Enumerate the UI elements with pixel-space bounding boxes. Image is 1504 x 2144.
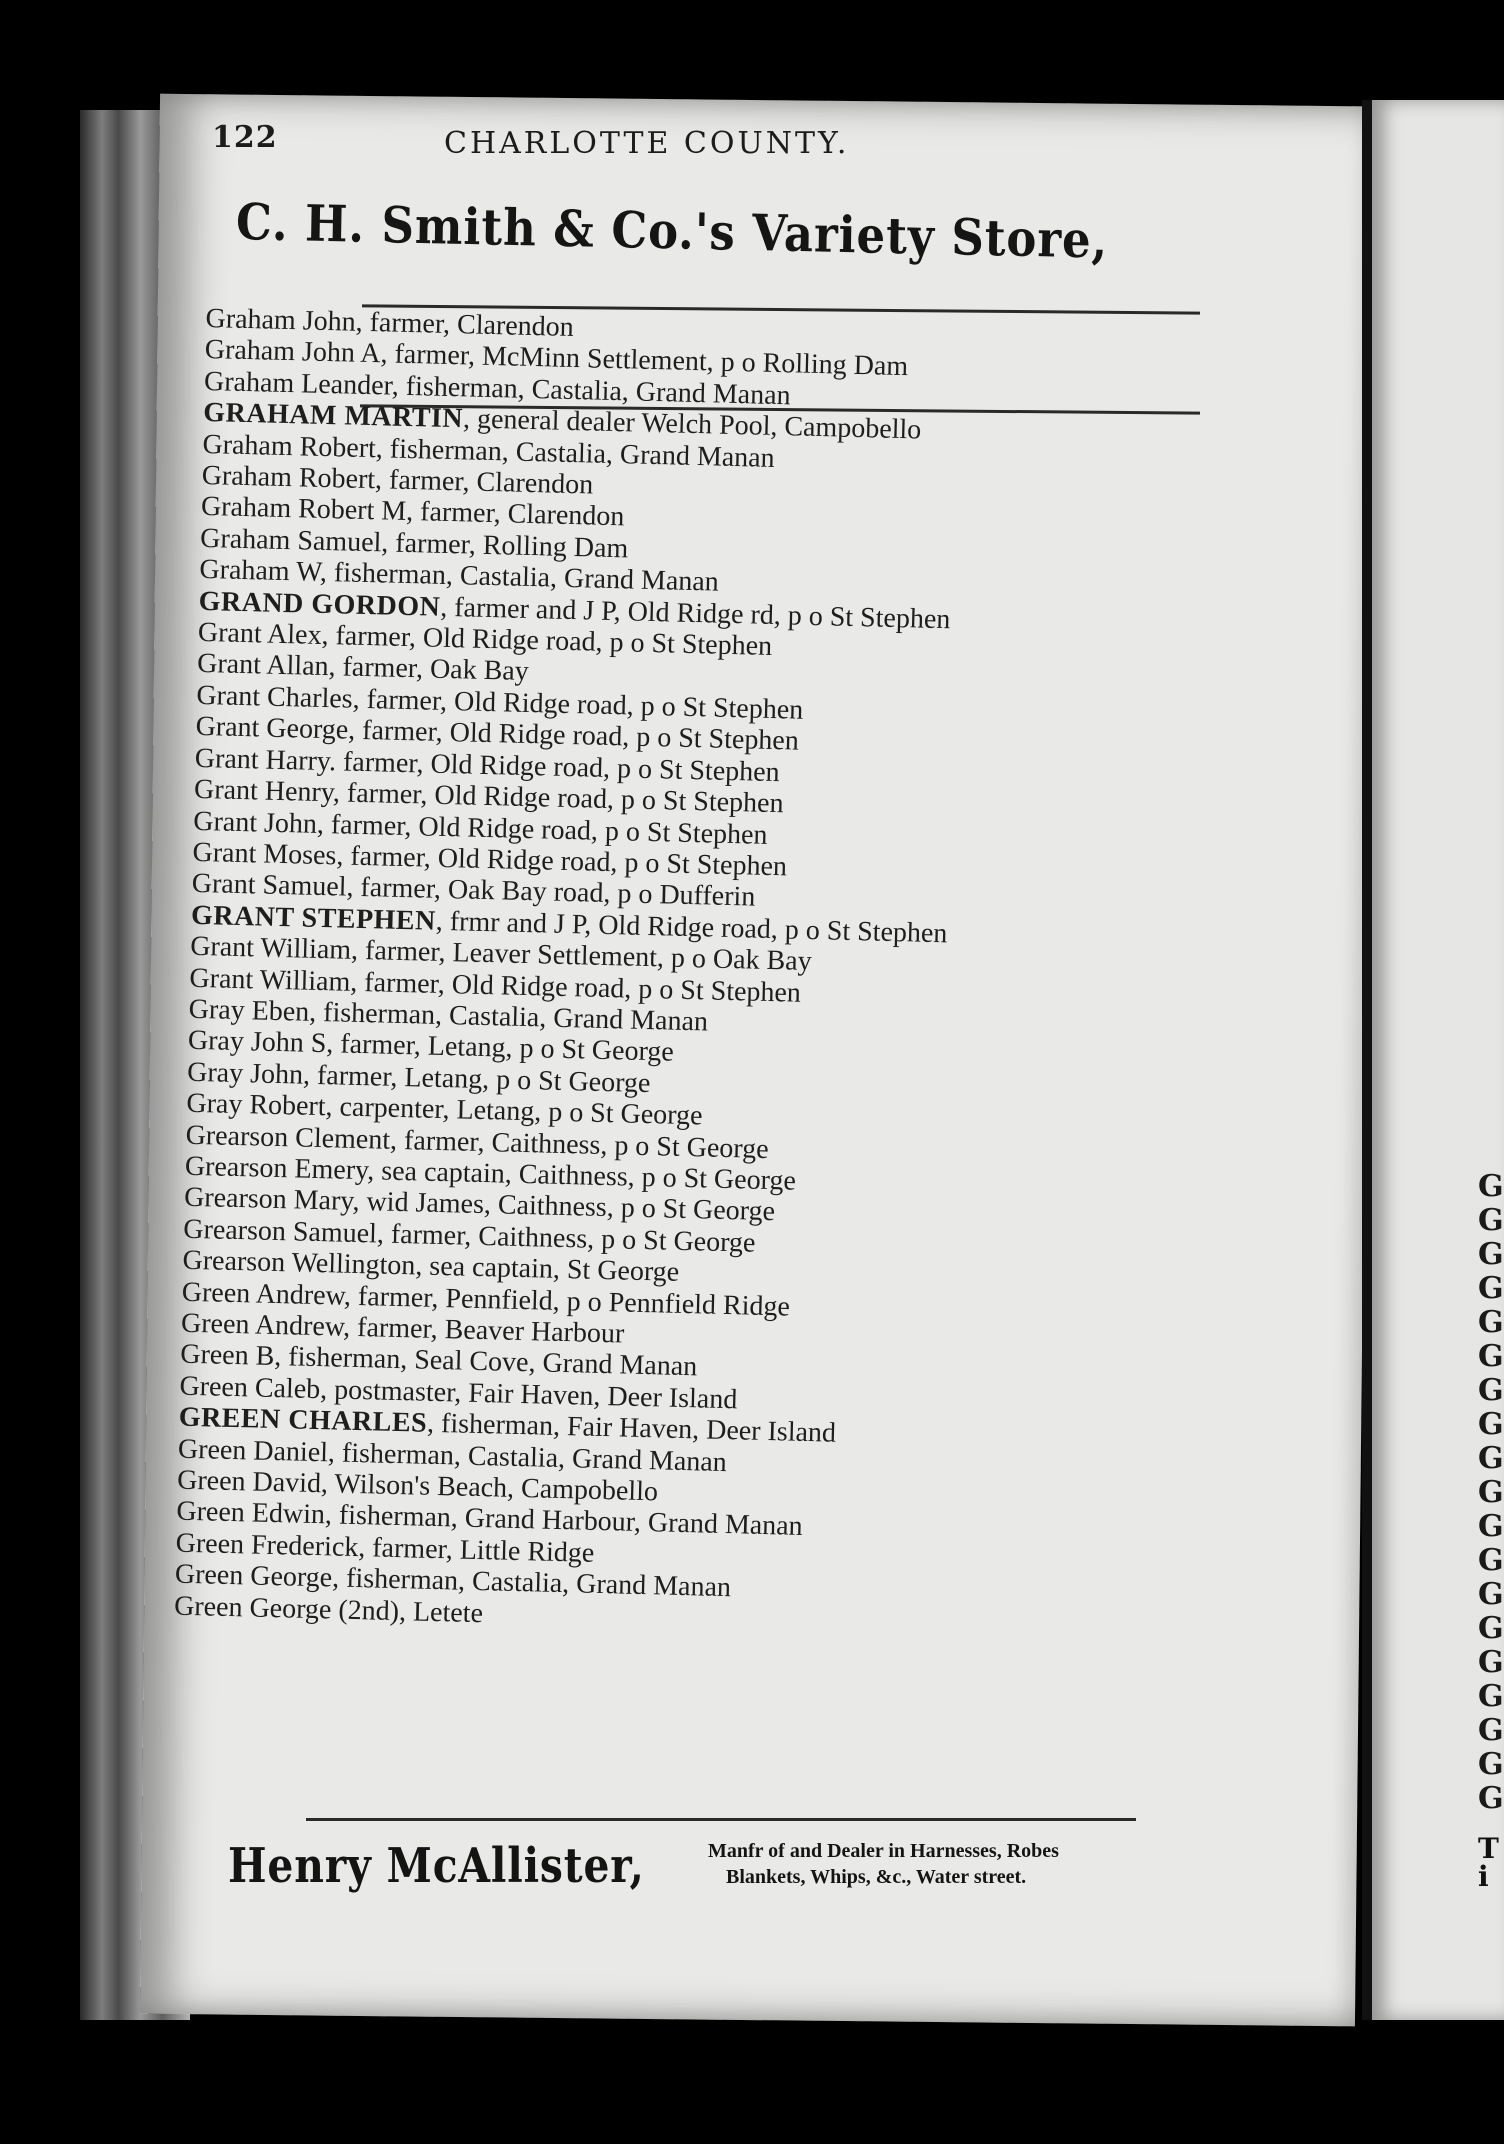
entry-name: Graham Robert: [201, 459, 376, 496]
entry-detail: , farmer, Caithness, p o St George: [389, 1124, 770, 1165]
facing-page-letter: G: [1478, 1373, 1504, 1408]
entry-name: Green George: [174, 1558, 333, 1594]
facing-page-letter: G: [1478, 1747, 1504, 1782]
entry-detail: , farmer, Pennfield, p o Pennfield Ridge: [343, 1280, 791, 1323]
entry-detail: , farmer, Caithness, p o St George: [376, 1218, 756, 1259]
entry-detail: , fisherman, Castalia, Grand Manan: [391, 370, 791, 412]
entry-name: Graham Samuel: [199, 522, 382, 559]
entry-name: Green Andrew: [181, 1276, 345, 1312]
facing-page-letter: G: [1478, 1407, 1504, 1442]
entry-name: Green Frederick: [175, 1527, 359, 1563]
facing-page-letter: G: [1478, 1611, 1504, 1646]
footer-rule: [306, 1818, 1136, 1821]
entry-detail: , farmer, Rolling Dam: [380, 527, 629, 565]
entry-name: Green Caleb: [179, 1370, 321, 1405]
entry-detail: , farmer, Old Ridge road, p o St Stephen: [336, 840, 788, 883]
facing-page-letter: G: [1478, 1339, 1504, 1374]
entry-name: Grearson Wellington: [182, 1244, 416, 1282]
entry-detail: , sea captain, St George: [415, 1250, 680, 1289]
facing-page-letter: G: [1478, 1441, 1504, 1476]
entry-detail: , frmr and J P, Old Ridge road, p o St Stephen: [435, 905, 948, 950]
entry-detail: , farmer, Old Ridge road, p o St Stephen: [347, 714, 800, 757]
facing-page-letter: G: [1478, 1577, 1504, 1612]
advertiser-name: Henry McAllister,: [228, 1838, 645, 1894]
entry-detail: , farmer, Oak Bay road, p o Dufferin: [346, 871, 756, 913]
facing-page-tail-letter: T: [1478, 1832, 1499, 1865]
entry-name: Graham John: [205, 303, 357, 338]
advertisement-line-2: Blankets, Whips, &c., Water street.: [726, 1866, 1027, 1888]
entry-detail: , farmer, Old Ridge road, p o St Stephen: [352, 683, 804, 726]
advertisement-line-1: Manfr of and Dealer in Harnesses, Robes: [708, 1840, 1059, 1862]
entry-name: Grant Samuel: [191, 868, 347, 903]
entry-detail: , farmer, Old Ridge road, p o St Stephen: [316, 808, 768, 851]
entry-detail: , Letete: [398, 1595, 484, 1629]
facing-page-tail: [1478, 1832, 1499, 1893]
advertisement-details: [708, 1838, 1059, 1890]
entry-name: Green David: [176, 1464, 322, 1500]
directory-entries: [174, 303, 1216, 1646]
entry-name: Grant Charles: [196, 679, 354, 715]
entry-detail: , carpenter, Letang, p o St George: [325, 1091, 703, 1132]
entry-detail: , wid James, Caithness, p o St George: [352, 1186, 776, 1228]
entry-detail: , farmer, Leaver Settlement, p o Oak Bay: [350, 934, 813, 978]
facing-page-letter: G: [1478, 1781, 1504, 1816]
facing-page-letter: G: [1478, 1169, 1504, 1204]
entry-name: Grant Allan: [196, 648, 329, 683]
entry-detail: , farmer, McMinn Settlement, p o Rolling Dam: [380, 338, 909, 383]
entry-detail: , farmer, Letang, p o St George: [326, 1028, 675, 1068]
entry-name: Gray John: [186, 1056, 304, 1091]
facing-page-letter: G: [1478, 1679, 1504, 1714]
entry-name: Grearson Emery: [184, 1150, 368, 1187]
entry-name: Grant William: [189, 930, 352, 966]
entry-name: Green Edwin: [176, 1496, 326, 1531]
entry-detail: , farmer, Clarendon: [405, 496, 625, 533]
entry-name: Green George (2nd): [173, 1590, 400, 1627]
entry-detail: , farmer, Old Ridge road, p o St Stephen: [321, 619, 773, 662]
facing-page-letters: [1478, 1170, 1504, 1816]
running-head: CHARLOTTE COUNTY.: [444, 126, 850, 161]
entry-detail: , farmer and J P, Old Ridge rd, p o St Stephen: [439, 591, 951, 635]
entry-detail: , fisherman, Castalia, Grand Manan: [308, 996, 709, 1038]
entry-detail: , fisherman, Fair Haven, Deer Island: [426, 1407, 837, 1449]
entry-detail: , fisherman, Grand Harbour, Grand Manan: [324, 1499, 804, 1543]
entry-detail: , postmaster, Fair Haven, Deer Island: [319, 1373, 738, 1416]
entry-name: Grearson Mary: [183, 1182, 353, 1218]
entry-name: Grant Harry: [194, 742, 330, 777]
entry-name: GREEN CHARLES: [178, 1401, 428, 1439]
facing-page-letter: G: [1478, 1713, 1504, 1748]
facing-page-letter: G: [1478, 1237, 1504, 1272]
entry-name: Grearson Samuel: [182, 1213, 378, 1250]
entry-detail: , sea captain, Caithness, p o St George: [366, 1155, 797, 1197]
entry-name: Graham Leander: [203, 365, 393, 402]
entry-name: Graham John A: [204, 334, 381, 370]
entry-detail: , fisherman, Castalia, Grand Manan: [375, 432, 776, 474]
entry-name: Gray Eben: [188, 993, 310, 1028]
entry-name: Grant Alex: [197, 616, 322, 651]
entry-detail: , farmer, Beaver Harbour: [342, 1311, 625, 1350]
facing-page-letter: G: [1478, 1475, 1504, 1510]
entry-detail: , farmer, Oak Bay: [328, 651, 530, 688]
page-number: 122: [212, 120, 278, 155]
entry-name: Grant William: [189, 962, 351, 998]
entry-detail: , farmer, Old Ridge road, p o St Stephen: [332, 777, 784, 820]
entry-detail: , fisherman, Castalia, Grand Manan: [327, 1436, 728, 1478]
entry-name: Grant George: [195, 711, 349, 746]
facing-page-letter: G: [1478, 1305, 1504, 1340]
entry-name: Grant Moses: [192, 836, 337, 872]
entry-detail: , farmer, Old Ridge road, p o St Stephen: [349, 966, 802, 1009]
entry-name: Green B: [179, 1339, 275, 1373]
entry-detail: , general dealer Welch Pool, Campobello: [462, 403, 922, 446]
entry-detail: , farmer, Clarendon: [355, 306, 575, 343]
top-advertisement: C. H. Smith & Co.'s Variety Store,: [235, 192, 1109, 270]
entry-detail: , farmer, Clarendon: [374, 464, 594, 501]
entry-name: Gray John S: [187, 1025, 327, 1060]
facing-page-letter: G: [1478, 1645, 1504, 1680]
entry-detail: , farmer, Letang, p o St George: [302, 1059, 651, 1099]
entry-detail: , fisherman, Castalia, Grand Manan: [331, 1562, 732, 1604]
entry-detail: , fisherman, Seal Cove, Grand Manan: [273, 1341, 698, 1383]
entry-name: Green Daniel: [177, 1433, 329, 1468]
facing-page-letter: G: [1478, 1203, 1504, 1238]
entry-name: Grant John: [192, 805, 318, 840]
facing-page-letter: G: [1478, 1543, 1504, 1578]
entry-name: GRAHAM MARTIN: [202, 397, 464, 435]
entry-name: GRAND GORDON: [198, 585, 441, 623]
entry-name: Graham W: [199, 554, 321, 589]
facing-page-letter: G: [1478, 1271, 1504, 1306]
entry-name: GRANT STEPHEN: [190, 899, 437, 937]
entry-detail: , fisherman, Castalia, Grand Manan: [319, 557, 720, 598]
entry-detail: , Wilson's Beach, Campobello: [320, 1468, 659, 1508]
entry-name: Gray Robert: [186, 1087, 326, 1123]
entry-detail: , farmer, Little Ridge: [357, 1531, 595, 1569]
entry-name: Grearson Clement: [185, 1119, 391, 1156]
facing-page-letter: G: [1478, 1509, 1504, 1544]
entry-name: Grant Henry: [193, 773, 334, 809]
facing-page-tail-letter: i: [1478, 1860, 1489, 1893]
entry-name: Graham Robert M: [200, 491, 407, 528]
entry-name: Green Andrew: [180, 1307, 344, 1343]
entry-name: Graham Robert: [202, 428, 377, 464]
entry-detail: . farmer, Old Ridge road, p o St Stephen: [328, 745, 781, 788]
